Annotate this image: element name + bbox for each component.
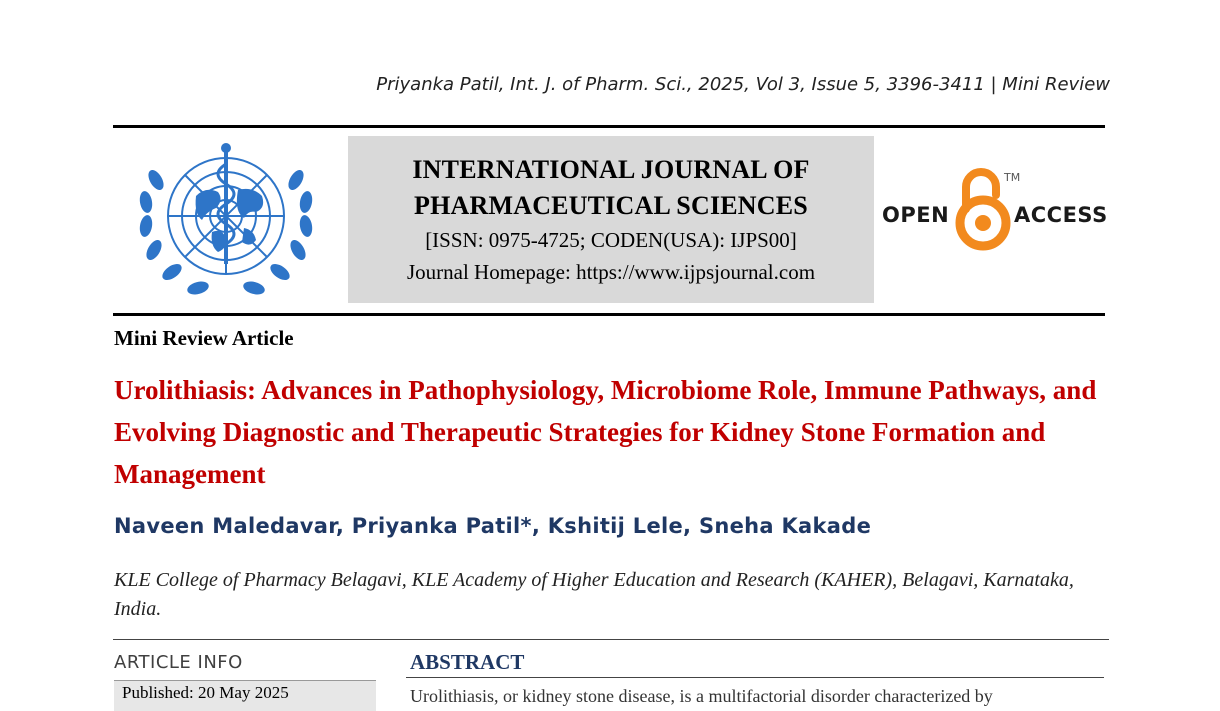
open-access-word-open: OPEN — [882, 203, 950, 227]
abstract-text: Urolithiasis, or kidney stone disease, is a multifactorial disorder characterized by — [410, 686, 993, 706]
published-date: Published: 20 May 2025 — [122, 683, 289, 702]
header-top-rule — [113, 125, 1105, 128]
journal-logo-icon — [126, 140, 326, 304]
open-access-badge — [880, 165, 1108, 255]
journal-homepage[interactable]: Journal Homepage: https://www.ijpsjournal.com — [406, 260, 816, 284]
journal-issn: [ISSN: 0975-4725; CODEN(USA): IJPS00] — [425, 228, 797, 252]
abstract-heading: ABSTRACT — [410, 650, 525, 674]
journal-title-line2: PHARMACEUTICAL SCIENCES — [414, 191, 808, 220]
running-header: Priyanka Patil, Int. J. of Pharm. Sci., 2025, Vol 3, Issue 5, 3396-3411 | Mini Review — [376, 74, 1110, 95]
journal-title-line1: INTERNATIONAL JOURNAL OF — [412, 155, 810, 184]
abstract-rule — [406, 677, 1104, 678]
article-type: Mini Review Article — [114, 326, 294, 350]
header-bottom-rule — [113, 313, 1105, 316]
section-divider — [113, 639, 1109, 640]
article-info-published-row — [114, 680, 376, 711]
article-info-heading: ARTICLE INFO — [114, 652, 243, 673]
article-affiliation: KLE College of Pharmacy Belagavi, KLE Academy of Higher Education and Research (KAHER), Belagavi, Karnataka, India. — [114, 569, 1074, 620]
open-access-word-access: ACCESS — [1014, 203, 1108, 227]
journal-banner — [348, 136, 874, 303]
article-title: Urolithiasis: Advances in Pathophysiology, Microbiome Role, Immune Pathways, and Evolving Diagnostic and Therapeutic Strategies for Kidney Stone Formation and Management — [114, 375, 1097, 489]
article-authors: Naveen Maledavar, Priyanka Patil*, Kshitij Lele, Sneha Kakade — [114, 514, 872, 538]
trademark-mark: TM — [1004, 171, 1021, 184]
